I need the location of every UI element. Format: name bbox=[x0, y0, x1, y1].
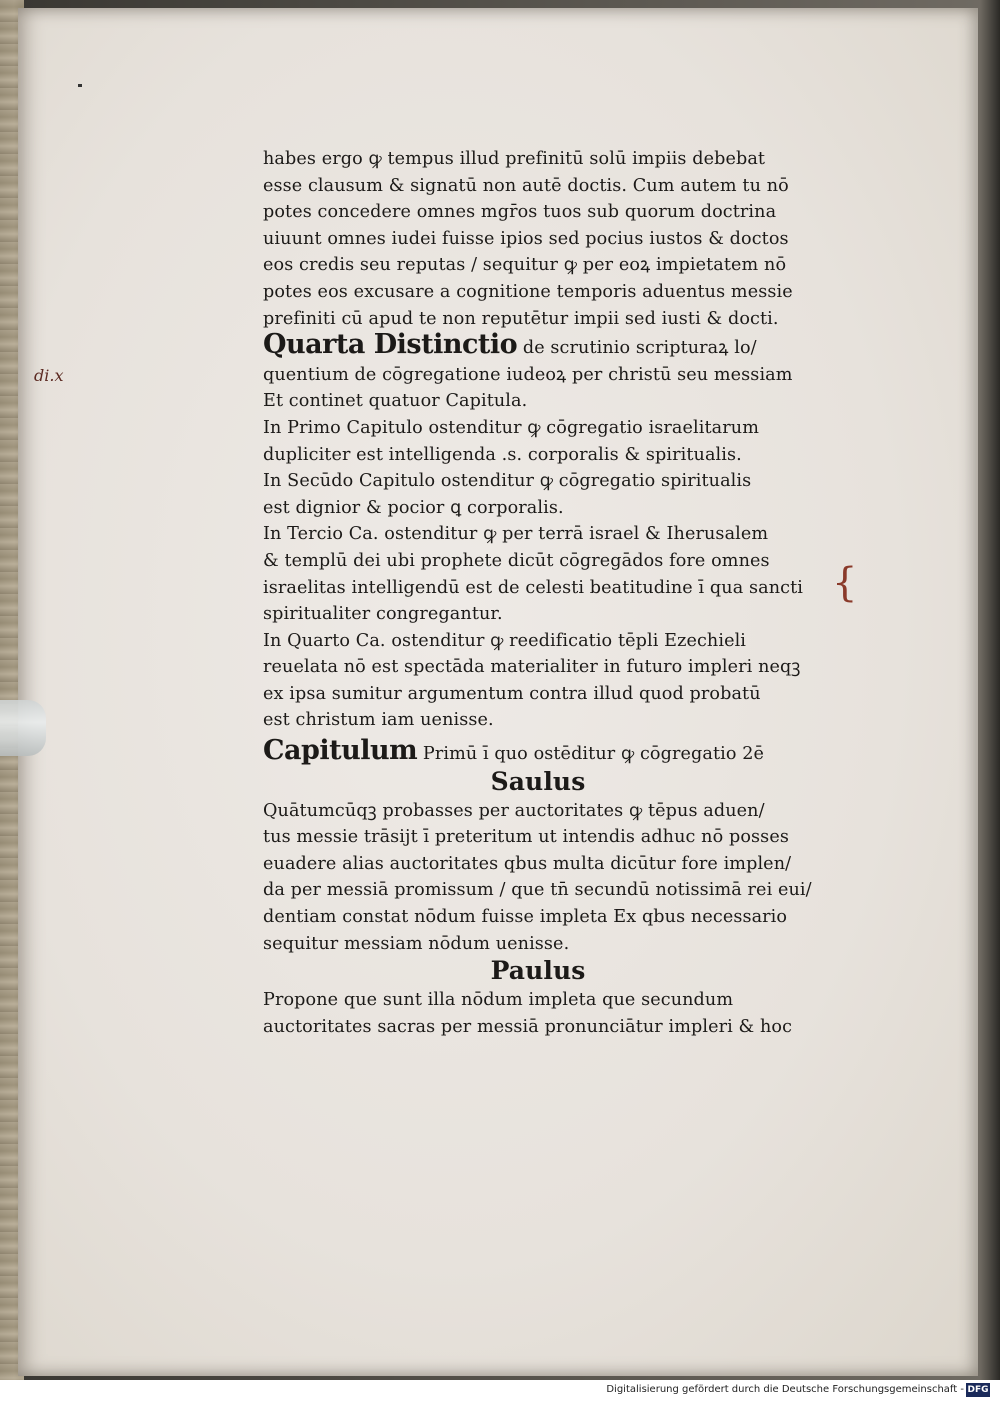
ink-mark bbox=[78, 84, 82, 87]
chapter-line: In Primo Capitulo ostenditur ꝙ cōgregatio israelitarum bbox=[263, 417, 759, 438]
chapter-line: est dignior & pocior ꝗ corporalis. bbox=[263, 497, 564, 518]
chapter-line: ex ipsa sumitur argumentum contra illud quod probatū bbox=[263, 683, 761, 704]
text-line: uiuunt omnes iudei fuisse ipios sed pocius iustos & doctos bbox=[263, 228, 789, 249]
saulus-line: euadere alias auctoritates qbus multa dicūtur fore implen/ bbox=[263, 853, 792, 874]
chapter-line: dupliciter est intelligenda .s. corporalis & spiritualis. bbox=[263, 444, 742, 465]
chapter-line: In Tercio Ca. ostenditur ꝙ per terrā israel & Iherusalem bbox=[263, 524, 769, 545]
distinction-heading bbox=[263, 329, 833, 362]
footer-credit: Digitalisierung gefördert durch die Deutsche Forschungsgemeinschaft - bbox=[606, 1384, 964, 1395]
saulus-line: tus messie trāsijt ī preteritum ut intendis adhuc nō posses bbox=[263, 827, 789, 848]
speaker-saulus: Saulus bbox=[490, 766, 586, 796]
distinction-title: Quarta Distinctio bbox=[263, 329, 518, 361]
capitulum-title: Capitulum bbox=[263, 735, 418, 767]
dfg-logo: DFG bbox=[967, 1385, 989, 1395]
distinction-subtitle: de scrutinio scripturaꝝ lo/ bbox=[522, 338, 757, 359]
capitulum-subtitle: Primū ī quo ostēditur ꝙ cōgregatio 2ē bbox=[422, 744, 765, 765]
footer-bar bbox=[0, 1380, 1000, 1401]
chapter-line: israelitas intelligendū est de celesti beatitudine ī qua sancti bbox=[263, 577, 803, 598]
chapter-line: est christum iam uenisse. bbox=[263, 710, 494, 731]
text-line: Et continet quatuor Capitula. bbox=[263, 391, 528, 412]
capitulum-heading bbox=[263, 735, 833, 768]
chapter-line: & templū dei ubi prophete dicūt cōgregādos fore omnes bbox=[263, 550, 770, 571]
saulus-line: dentiam constat nōdum fuisse impleta Ex qbus necessario bbox=[263, 907, 788, 928]
chapter-line: spiritualiter congregantur. bbox=[263, 604, 503, 625]
paulus-line: auctoritates sacras per messiā pronunciātur impleri & hoc bbox=[263, 1016, 793, 1037]
paulus-line: Propone que sunt illa nōdum impleta que secundum bbox=[263, 990, 734, 1011]
marginal-note: di.x bbox=[34, 366, 64, 385]
saulus-line: Quātumcūqꝫ probasses per auctoritates ꝙ tēpus aduen/ bbox=[263, 800, 765, 821]
bookmark-tab bbox=[0, 700, 46, 756]
chapter-line: In Quarto Ca. ostenditur ꝙ reedificatio tēpli Ezechieli bbox=[263, 630, 747, 651]
chapter-line: In Secūdo Capitulo ostenditur ꝙ cōgregatio spiritualis bbox=[263, 471, 752, 492]
main-text-block bbox=[263, 146, 833, 1040]
chapter-line: reuelata nō est spectāda materialiter in futuro impleri neqꝫ bbox=[263, 657, 801, 678]
text-line: potes concedere omnes mgr̄os tuos sub quorum doctrina bbox=[263, 202, 777, 223]
text-line: prefiniti cū apud te non reputētur impii sed iusti & docti. bbox=[263, 308, 779, 329]
speaker-paulus: Paulus bbox=[490, 956, 586, 986]
text-line: quentium de cōgregatione iudeoꝝ per christū seu messiam bbox=[263, 364, 793, 385]
saulus-line: da per messiā promissum / que tn̄ secundū notissimā rei eui/ bbox=[263, 880, 812, 901]
text-line: potes eos excusare a cognitione temporis aduentus messie bbox=[263, 281, 793, 302]
text-line: eos credis seu reputas / sequitur ꝙ per eoꝝ impietatem nō bbox=[263, 255, 787, 276]
text-line: esse clausum & signatū non autē doctis. Cum autem tu nō bbox=[263, 175, 789, 196]
saulus-line: sequitur messiam nōdum uenisse. bbox=[263, 933, 570, 954]
margin-bracket: { bbox=[832, 560, 858, 606]
text-line: habes ergo ꝙ tempus illud prefinitū solū impiis debebat bbox=[263, 149, 766, 169]
